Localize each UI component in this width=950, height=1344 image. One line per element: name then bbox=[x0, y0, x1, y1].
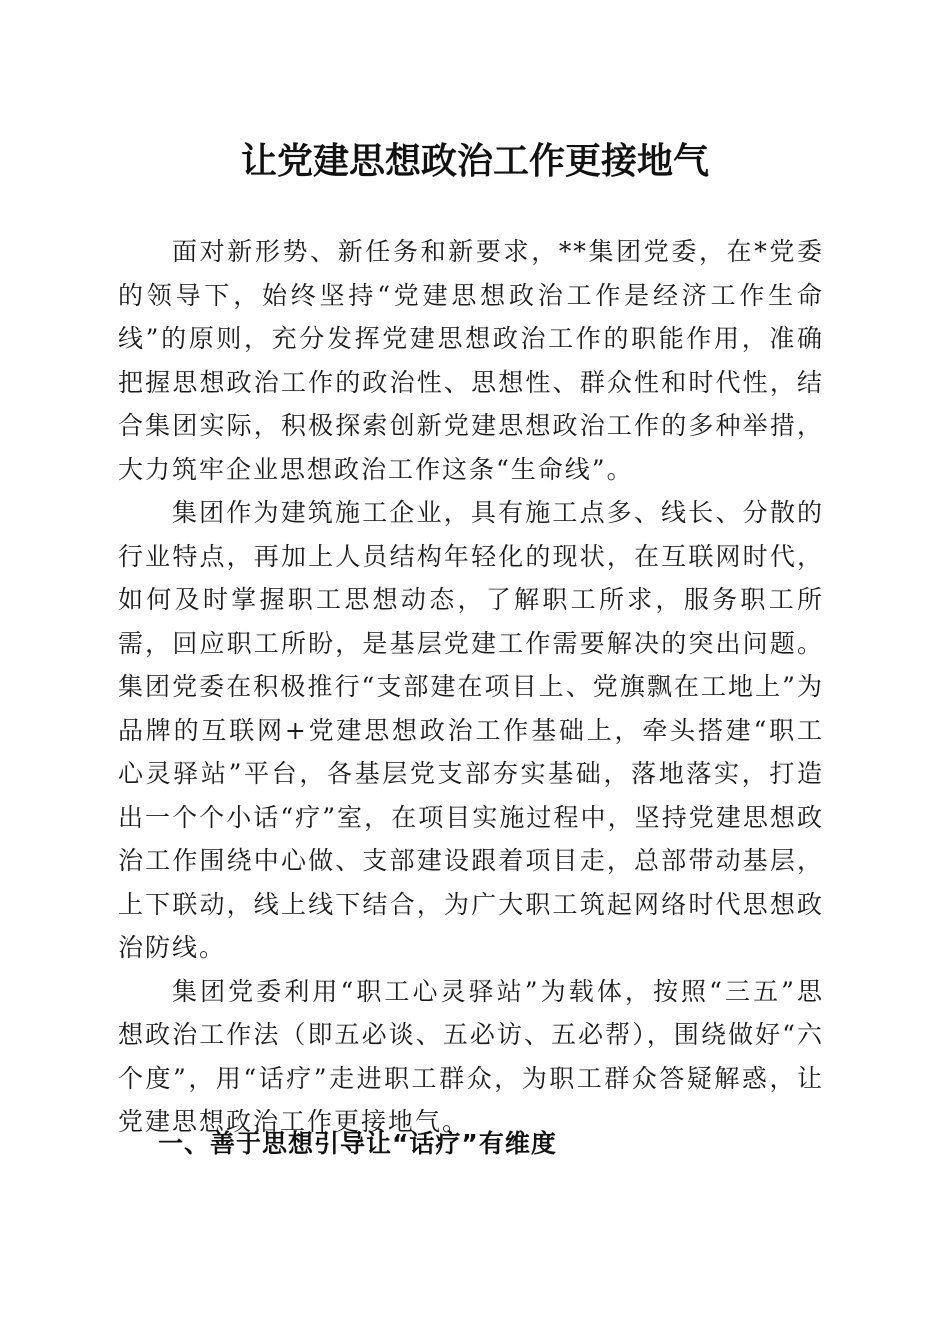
section-heading: 一、善于思想引导让“话疗”有维度 bbox=[158, 1129, 557, 1158]
paragraph: 集团作为建筑施工企业，具有施工点多、线长、分散的行业特点，再加上人员结构年轻化的现状，在互联网时代，如何及时掌握职工思想动态，了解职工所求，服务职工所需，回应职工所盼，是基层党建工作需要解决的突出问题。集团党委在积极推行“支部建在项目上、党旗飘在工地上”为品牌的互联网+党建思想政治工作基础上，牵头搭建“职工心灵驿站”平台，各基层党支部夯实基础，落地落实，打造出一个个小话“疗”室，在项目实施过程中，坚持党建思想政治工作围绕中心做、支部建设跟着项目走，总部带动基层，上下联动，线上线下结合，为广大职工筑起网络时代思想政治防线。 bbox=[118, 498, 824, 962]
document-body bbox=[118, 230, 824, 1144]
paragraph: 面对新形势、新任务和新要求，**集团党委，在*党委的领导下，始终坚持“党建思想政治工作是经济工作生命线”的原则，充分发挥党建思想政治工作的职能作用，准确把握思想政治工作的政治性、思想性、群众性和时代性，结合集团实际，积极探索创新党建思想政治工作的多种举措，大力筑牢企业思想政治工作这条“生命线”。 bbox=[118, 237, 824, 484]
document-title: 让党建思想政治工作更接地气 bbox=[240, 140, 709, 182]
paragraph: 集团党委利用“职工心灵驿站”为载体，按照“三五”思想政治工作法（即五必谈、五必访、五必帮），围绕做好“六个度”，用“话疗”走进职工群众，为职工群众答疑解惑，让党建思想政治工作更接地气。 bbox=[118, 976, 824, 1136]
